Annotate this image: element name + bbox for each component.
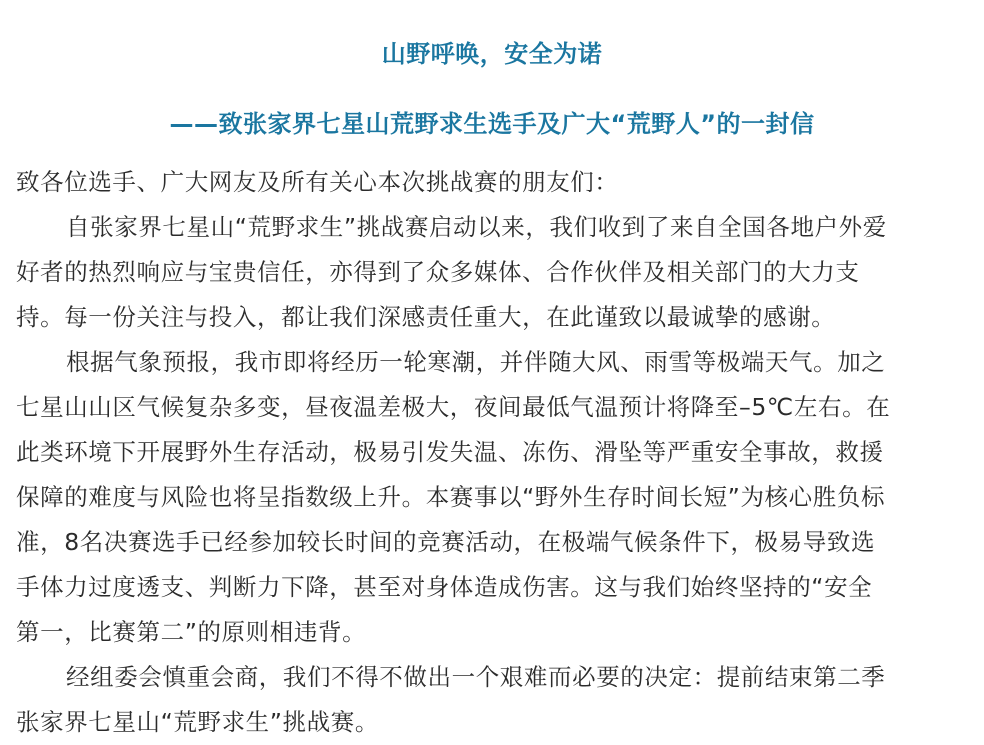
paragraph-2-line: 根据气象预报，我市即将经历一轮寒潮，并伴随大风、雨雪等极端天气。加之 [66, 348, 886, 376]
salutation: 致各位选手、广大网友及所有关心本次挑战赛的朋友们： [16, 168, 619, 196]
paragraph-3-line: 张家界七星山“荒野求生”挑战赛。 [16, 708, 379, 736]
paragraph-1-line: 持。每一份关注与投入，都让我们深感责任重大，在此谨致以最诚挚的感谢。 [16, 303, 836, 331]
paragraph-1-line: 好者的热烈响应与宝贵信任，亦得到了众多媒体、合作伙伴及相关部门的大力支 [16, 258, 860, 286]
paragraph-2-line: 此类环境下开展野外生存活动，极易引发失温、冻伤、滑坠等严重安全事故，救援 [16, 438, 884, 466]
paragraph-3-line: 经组委会慎重会商，我们不得不做出一个艰难而必要的决定：提前结束第二季 [66, 663, 886, 691]
letter-title: 山野呼唤，安全为诺 [381, 40, 603, 68]
paragraph-2-line: 第一，比赛第二”的原则相违背。 [16, 618, 367, 646]
letter-subtitle: ——致张家界七星山荒野求生选手及广大“荒野人”的一封信 [169, 110, 815, 138]
paragraph-1-line: 自张家界七星山“荒野求生”挑战赛启动以来，我们收到了来自全国各地户外爱 [66, 213, 887, 241]
paragraph-2-line: 保障的难度与风险也将呈指数级上升。本赛事以“野外生存时间长短”为核心胜负标 [16, 483, 886, 511]
paragraph-2-line: 手体力过度透支、判断力下降，甚至对身体造成伤害。这与我们始终坚持的“安全 [16, 573, 873, 601]
letter-body [16, 160, 970, 745]
paragraph-2-line: 七星山山区气候复杂多变，昼夜温差极大，夜间最低气温预计将降至–5℃左右。在 [16, 393, 891, 421]
paragraph-2-line: 准，8名决赛选手已经参加较长时间的竞赛活动，在极端气候条件下，极易导致选 [16, 528, 876, 556]
